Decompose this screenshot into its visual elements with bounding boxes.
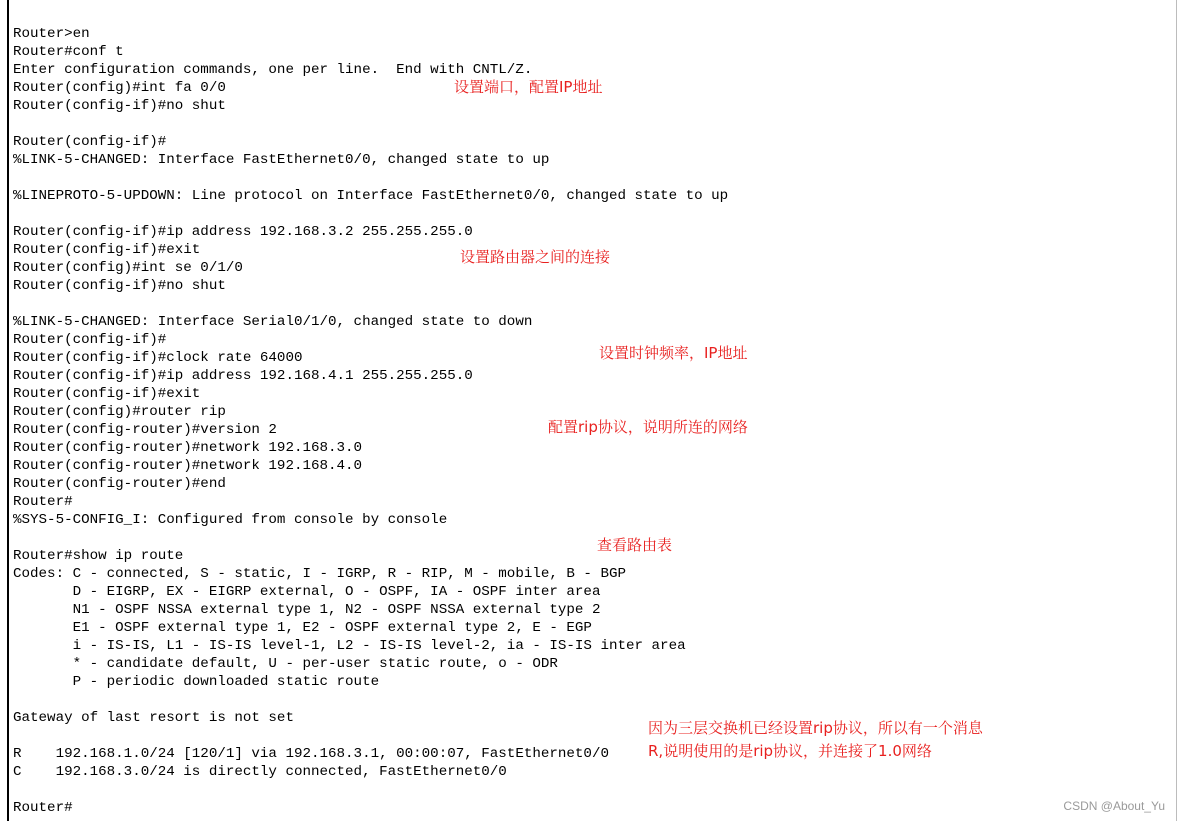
annotation-port-ip: 设置端口，配置IP地址 (454, 78, 603, 96)
terminal-line: Router# (13, 494, 73, 510)
terminal-line: Router(config-if)#exit (13, 242, 201, 258)
terminal-line: %LINK-5-CHANGED: Interface FastEthernet0/0, changed state to up (13, 152, 550, 168)
terminal-line: Router# (13, 800, 73, 816)
annotation-explain-line-2: R,说明使用的是rip协议，并连接了1.0网络 (648, 742, 932, 760)
terminal-line: D - EIGRP, EX - EIGRP external, O - OSPF, IA - OSPF inter area (13, 584, 601, 600)
terminal-line: Router>en (13, 26, 90, 42)
annotation-view-table: 查看路由表 (597, 536, 673, 554)
terminal-line (13, 115, 728, 133)
screenshot-frame (7, 0, 1177, 821)
terminal-line (13, 295, 728, 313)
terminal-line: %SYS-5-CONFIG_I: Configured from console by console (13, 512, 448, 528)
terminal-line (13, 169, 728, 187)
terminal-line: Router(config-router)#network 192.168.3.0 (13, 440, 363, 456)
terminal-line: Codes: C - connected, S - static, I - IGRP, R - RIP, M - mobile, B - BGP (13, 566, 626, 582)
terminal-line: Router#conf t (13, 44, 124, 60)
terminal-line: Gateway of last resort is not set (13, 710, 294, 726)
annotation-clock-ip: 设置时钟频率，IP地址 (599, 344, 748, 362)
terminal-line: E1 - OSPF external type 1, E2 - OSPF external type 2, E - EGP (13, 620, 592, 636)
annotation-router-link: 设置路由器之间的连接 (460, 248, 611, 266)
terminal-line: i - IS-IS, L1 - IS-IS level-1, L2 - IS-IS level-2, ia - IS-IS inter area (13, 638, 686, 654)
terminal-line: Router(config-if)#no shut (13, 98, 226, 114)
terminal-line: Router(config)#router rip (13, 404, 226, 420)
terminal-line: Router(config-router)#end (13, 476, 226, 492)
terminal-line: P - periodic downloaded static route (13, 674, 380, 690)
terminal-line: Router#show ip route (13, 548, 184, 564)
terminal-line: Router(config)#int se 0/1/0 (13, 260, 243, 276)
terminal-line: Router(config-if)#exit (13, 386, 201, 402)
terminal-line: %LINEPROTO-5-UPDOWN: Line protocol on Interface FastEthernet0/0, changed state to up (13, 188, 729, 204)
terminal-line: C 192.168.3.0/24 is directly connected, FastEthernet0/0 (13, 764, 507, 780)
terminal-line (13, 205, 728, 223)
terminal-line: Router(config-if)#clock rate 64000 (13, 350, 303, 366)
terminal-line: * - candidate default, U - per-user static route, o - ODR (13, 656, 558, 672)
terminal-line: Router(config-if)#ip address 192.168.4.1 255.255.255.0 (13, 368, 473, 384)
terminal-line: R 192.168.1.0/24 [120/1] via 192.168.3.1, 00:00:07, FastEthernet0/0 (13, 746, 609, 762)
watermark: CSDN @About_Yu (1063, 799, 1165, 813)
annotation-explain-line-1: 因为三层交换机已经设置rip协议，所以有一个消息 (648, 719, 983, 737)
terminal-line (13, 727, 728, 745)
terminal-line: Router(config-if)# (13, 134, 167, 150)
terminal-line (13, 781, 728, 799)
terminal-line: Router(config-router)#version 2 (13, 422, 277, 438)
annotation-rip-config: 配置rip协议，说明所连的网络 (548, 418, 748, 436)
terminal-line: %LINK-5-CHANGED: Interface Serial0/1/0, changed state to down (13, 314, 533, 330)
terminal-line: Router(config-router)#network 192.168.4.0 (13, 458, 363, 474)
terminal-line: Router(config-if)#ip address 192.168.3.2 255.255.255.0 (13, 224, 473, 240)
terminal-line: N1 - OSPF NSSA external type 1, N2 - OSPF NSSA external type 2 (13, 602, 601, 618)
terminal-line: Router(config)#int fa 0/0 (13, 80, 226, 96)
terminal-line: Router(config-if)#no shut (13, 278, 226, 294)
terminal-line: Enter configuration commands, one per line. End with CNTL/Z. (13, 62, 533, 78)
terminal-line: Router(config-if)# (13, 332, 167, 348)
terminal-line (13, 691, 728, 709)
